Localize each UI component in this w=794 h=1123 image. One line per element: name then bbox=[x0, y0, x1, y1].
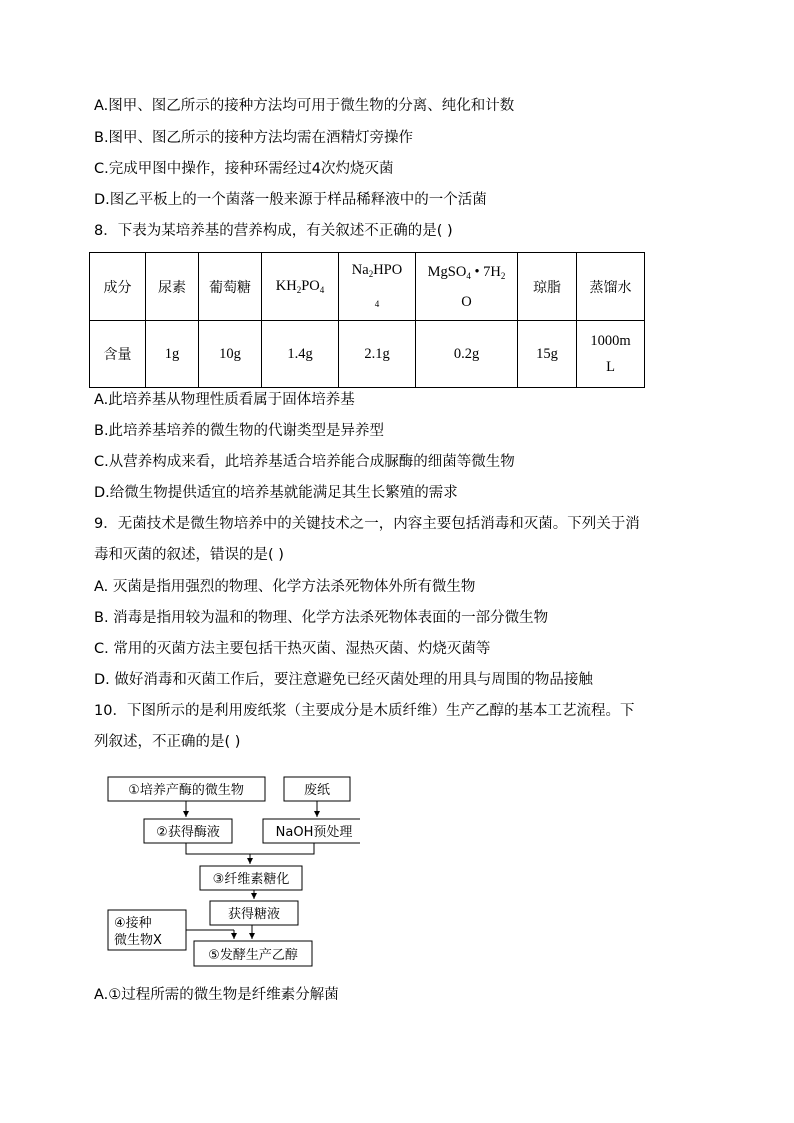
table-cell: 尿素 bbox=[146, 253, 199, 321]
flow-label-4-line1: ④接种 bbox=[114, 916, 152, 931]
table-cell-water-amount: 1000m L bbox=[577, 321, 645, 388]
table-cell: 15g bbox=[518, 321, 577, 388]
q9-option-a: A. 灭菌是指用强烈的物理、化学方法杀死物体外所有微生物 bbox=[94, 579, 476, 595]
flow-label-sugar: 获得糖液 bbox=[227, 907, 281, 922]
nutrient-table bbox=[89, 252, 645, 388]
q7-option-c: C.完成甲图中操作，接种环需经过4次灼烧灭菌 bbox=[94, 161, 394, 177]
table-cell: 1.4g bbox=[262, 321, 339, 388]
table-cell-na2hpo4: $Na_2HPO$ $_4$ bbox=[339, 253, 416, 321]
q9-option-b: B. 消毒是指用较为温和的物理、化学方法杀死物体表面的一部分微生物 bbox=[94, 610, 549, 626]
q10-option-a: A.①过程所需的微生物是纤维素分解菌 bbox=[94, 987, 339, 1003]
table-cell: 琼脂 bbox=[518, 253, 577, 321]
q9-stem-line2: 毒和灭菌的叙述，错误的是( ) bbox=[94, 547, 284, 563]
q9-option-d: D. 做好消毒和灭菌工作后，要注意避免已经灭菌处理的用具与周围的物品接触 bbox=[94, 672, 593, 688]
flow-label-4-line2: 微生物X bbox=[114, 933, 162, 948]
table-cell: 成分 bbox=[90, 253, 146, 321]
flow-label-2: ②获得酶液 bbox=[156, 825, 220, 840]
q8-option-b: B.此培养基培养的微生物的代谢类型是异养型 bbox=[94, 423, 385, 439]
table-cell: 2.1g bbox=[339, 321, 416, 388]
table-row bbox=[90, 321, 645, 388]
table-cell-mgso4: MgSO$_4$ • $7H_2$ O bbox=[416, 253, 518, 321]
flow-connector bbox=[186, 843, 314, 854]
flow-label-3: ③纤维素糖化 bbox=[212, 872, 290, 887]
table-cell: 蒸馏水 bbox=[577, 253, 645, 321]
q9-stem-line1: 9．无菌技术是微生物培养中的关键技术之一，内容主要包括消毒和灭菌。下列关于消 bbox=[94, 516, 640, 532]
q9-option-c: C. 常用的灭菌方法主要包括干热灭菌、湿热灭菌、灼烧灭菌等 bbox=[94, 641, 491, 657]
flow-label-naoh: NaOH预处理 bbox=[275, 825, 353, 840]
q7-option-a: A.图甲、图乙所示的接种方法均可用于微生物的分离、纯化和计数 bbox=[94, 98, 515, 114]
q10-stem-line2: 列叙述，不正确的是( ) bbox=[94, 734, 241, 750]
table-cell: 0.2g bbox=[416, 321, 518, 388]
table-cell: 含量 bbox=[90, 321, 146, 388]
q10-stem-line1: 10．下图所示的是利用废纸浆（主要成分是木质纤维）生产乙醇的基本工艺流程。下 bbox=[94, 703, 635, 719]
table-cell-kh2po4: $KH_2PO_4$ bbox=[262, 253, 339, 321]
flow-label-5: ⑤发酵生产乙醇 bbox=[208, 948, 298, 963]
q8-option-d: D.给微生物提供适宜的培养基就能满足其生长繁殖的需求 bbox=[94, 485, 458, 501]
table-cell: 葡萄糖 bbox=[199, 253, 262, 321]
q7-option-d: D.图乙平板上的一个菌落一般来源于样品稀释液中的一个活菌 bbox=[94, 192, 487, 208]
flow-label-1: ①培养产酶的微生物 bbox=[128, 783, 244, 798]
q8-stem: 8．下表为某培养基的营养构成，有关叙述不正确的是( ) bbox=[94, 223, 453, 239]
ethanol-process-flowchart bbox=[100, 770, 360, 970]
q7-option-b: B.图甲、图乙所示的接种方法均需在酒精灯旁操作 bbox=[94, 130, 414, 146]
q8-option-a: A.此培养基从物理性质看属于固体培养基 bbox=[94, 392, 355, 408]
table-cell: 10g bbox=[199, 321, 262, 388]
table-header-row bbox=[90, 253, 645, 321]
q8-option-c: C.从营养构成来看，此培养基适合培养能合成脲酶的细菌等微生物 bbox=[94, 454, 515, 470]
table-cell: 1g bbox=[146, 321, 199, 388]
flow-label-waste: 废纸 bbox=[303, 783, 331, 798]
